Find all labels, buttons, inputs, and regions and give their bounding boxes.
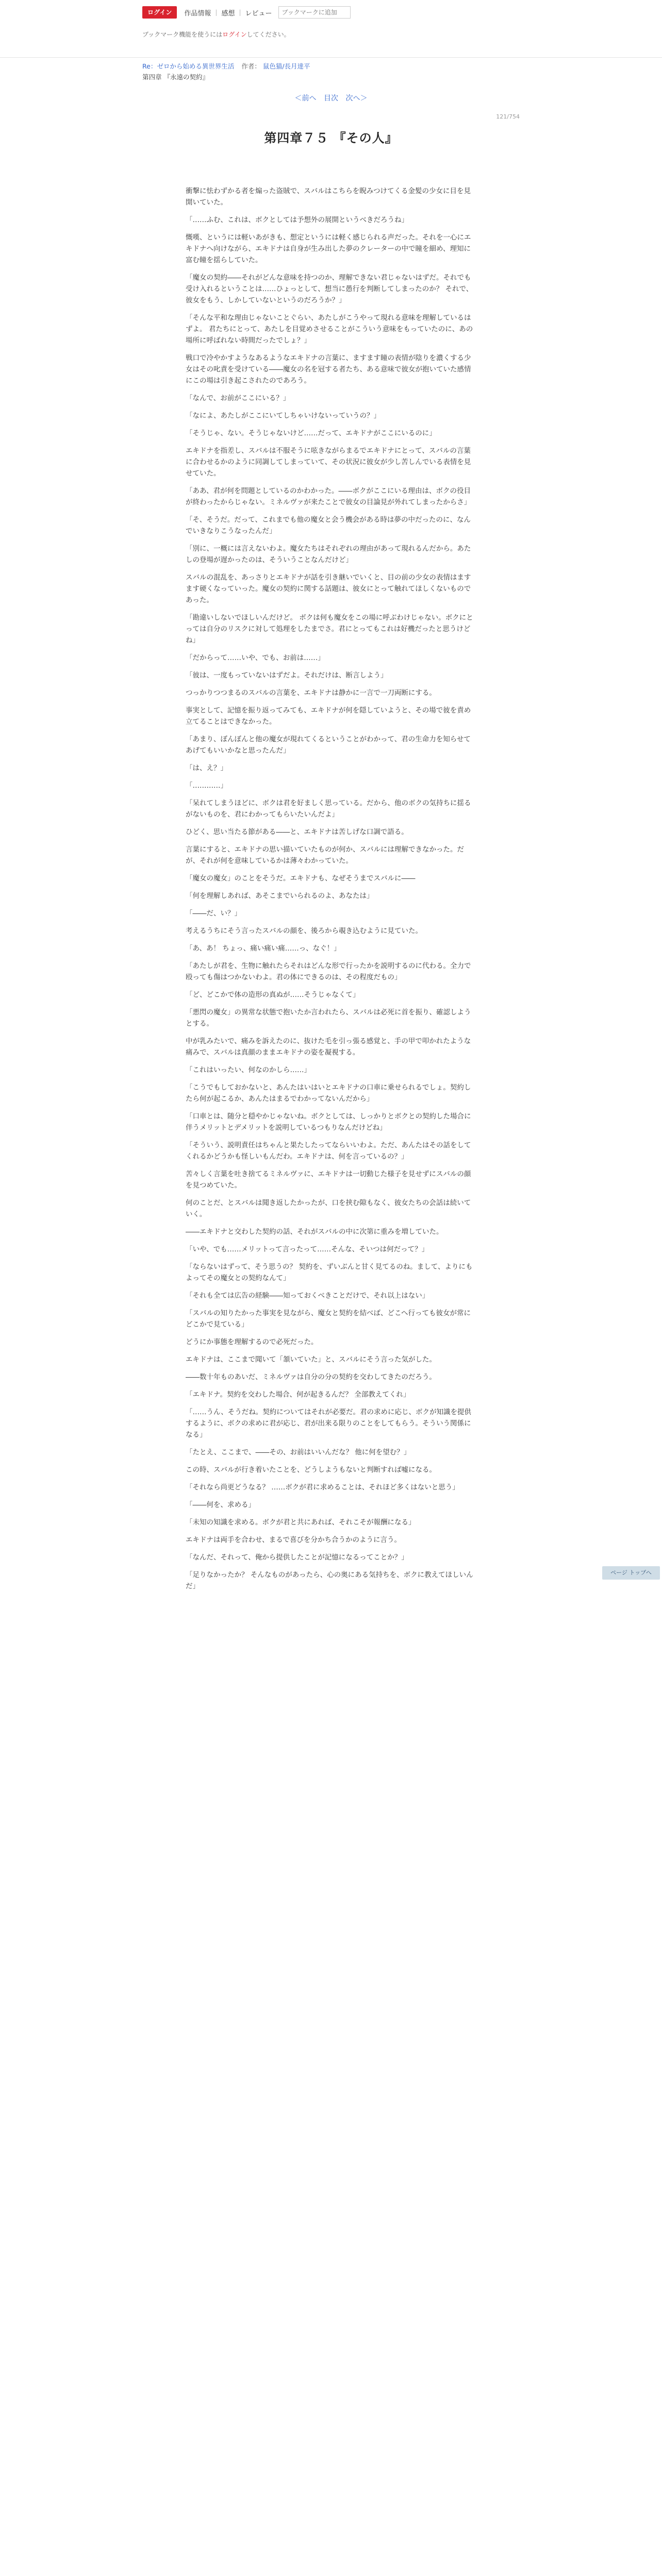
novel-paragraph: 「スバルの知りたかった事実を見ながら、魔女と契約を結べば、どこへ行っても彼女が常にどこかで見ている」 [186,1309,471,1329]
bookmark-notice: ブックマーク機能を使うにはログインしてください。 [142,31,290,38]
nav-divider: | [215,9,218,16]
novel-paragraph: 「――だ、い？」 [186,909,241,918]
novel-paragraph: 「あ、あ！ ちょっ、痛い痛い痛……っ、なぐ！」 [186,944,341,953]
global-header [0,0,662,58]
prev-link[interactable]: ＜前へ [294,94,317,103]
notice-login-link[interactable]: ログイン [222,31,247,38]
novel-paragraph: 「なんだ、それって、俺から提供したことが記憶になるってことか？」 [186,1553,408,1562]
novel-paragraph: 慨嘆、というには軽いあがきも、想定というには軽く感じられる声だった。それを一心にエキドナへ向けながら、エキドナは自身が生み出した夢のクレーターの中で瞳を細め、理知に富む瞳を揺らしていた。 [186,233,471,264]
chapter-part: 第四章 『永遠の契約』 [142,73,209,81]
novel-paragraph: 「は、え？」 [186,764,227,772]
novel-paragraph: 事実として、記憶を振り返ってみても、エキドナが何を隠していようと、その場で彼を責め立てることはできなかった。 [186,706,471,726]
chapter-pager-top [0,93,662,103]
nav-divider: | [239,9,241,16]
novel-paragraph: 「だからって……いや、でも、お前は……」 [186,654,325,662]
novel-paragraph: 「そういう、説明責任はちゃんと果たしたってならいいわよ。ただ、あんたはその話をしてくれるかどうかも怪しいもんだわ。エキドナは、何を言っているの？」 [186,1141,471,1161]
novel-paragraph: 「たとえ、ここまで、――その、お前はいいんだな？ 他に何を望む？」 [186,1448,411,1456]
novel-body [186,185,474,1598]
novel-paragraph: 「ああ、君が何を問題としているのかわかった。――ボクがここにいる理由は、ボクの役目が終わったからじゃない。ミネルヴァが来たことで彼女の目論見が外れてしまったからさ」 [186,487,471,506]
novel-paragraph: 「呆れてしまうほどに、ボクは君を好ましく思っている。だから、他のボクの気持ちに揺るがないものを、君にわかってもらいたいんだよ」 [186,799,471,819]
novel-paragraph: 「ど、どこかで体の造形の真ぬが……そうじゃなくて」 [186,991,360,999]
novel-paragraph: エキドナを指差し、スバルは不服そうに呟きながらまるでエキドナにとって、スバルの言葉に合わせるかのように同調してしまっていて、その状況に彼女が少し苦しんでいる表情を見せていた。 [186,447,471,478]
author-link[interactable]: 鼠色猫/長月達平 [262,62,310,70]
novel-paragraph: 「魔女の魔女」のことをそうだ。エキドナも、なぜそうまでスバルに―― [186,874,416,883]
novel-paragraph: 「……ふむ、これは、ボクとしては予想外の展開というべきだろうね」 [186,216,408,224]
page-top-button[interactable]: ページ トップへ [602,1566,660,1580]
novel-paragraph: 考えるうちにそう言ったスバルの顔を、後ろから覗き込むように見ていた。 [186,927,422,935]
novel-paragraph: 「これはいったい、何なのかしら……」 [186,1066,311,1074]
novel-paragraph: 何のことだ、とスバルは聞き返したかったが、口を挟む隙もなく、彼女たちの会話は続いていく。 [186,1199,471,1218]
novel-paragraph: 「何を理解しあれば、あそこまでいられるのよ、あなたは」 [186,892,374,900]
novel-paragraph: 「こうでもしておかないと、あんたはいはいとエキドナの口車に乗せられるでしょ。契約したら何が起こるか、あんたはまるでわかってないんだから」 [186,1083,471,1103]
novel-paragraph: 「そんな平和な理由じゃないことぐらい、あたしがこうやって現れる意味を理解しているはずよ。 君たちにとって、あたしを目覚めさせることがこういう意味をもっていたのに、あの場所に呼ばれない時間だったでしょ？」 [186,314,473,345]
novel-paragraph: 「そ、そうだ。だって、これまでも他の魔女と会う機会がある時は夢の中だったのに、なんでいきなりこうなったんだ」 [186,516,471,535]
novel-paragraph: 戦口で冷やかすようなあるようなエキドナの言葉に、ますます瞳の表情が陰りを濃くする少女はその叱責を受けている――魔女の名を冠する者たち、ある意味で彼女が抱いていた感情にこの場は引き起こされたのであろう。 [186,354,471,385]
novel-paragraph: 「あたしが君を、生物に触れたらそれはどんな形で行ったかを説明するのに代わる。全力で殴っても傷はつかないわよ。君の体にできるのは、その程度だもの」 [186,962,471,981]
novel-title-line: Re：ゼロから始める異世界生活 作者： 鼠色猫/長月達平 [142,62,310,70]
nav-item-info[interactable]: 作品情報 [184,9,211,18]
novel-paragraph: 「魔女の契約――それがどんな意味を持つのか、理解できない君じゃないはずだ。それでも受け入れるということは……ひょっとして、想当に愚行を判断してしまったのか？ それで、彼女をもう、しかしていないというのだろうか？」 [186,274,473,304]
novel-paragraph: 「……うん、そうだね。契約についてはそれが必要だ。君の求めに応じ、ボクが知識を提供するように、ボクの求めに君が応じ、君が出来る限りのことをしてもらう。そういう関係になる」 [186,1408,472,1439]
novel-paragraph: 中が乳みたいで、痛みを訴えたのに、抜けた毛を引っ張る感覚と、手の甲で叩かれたような痛みで、スバルは真顔のままエキドナの姿を凝視する。 [186,1037,471,1057]
novel-paragraph: 「いや、でも……メリットって言ったって……そんな、そいつは何だって？」 [186,1245,429,1253]
novel-paragraph: つっかりつつまるのスバルの言葉を、エキドナは静かに一言で一刀両断にする。 [186,689,436,697]
chapter-number: 121/754 [496,113,520,120]
novel-paragraph: エキドナは両手を合わせ、まるで喜びを分かち合うかのように言う。 [186,1536,401,1544]
novel-paragraph: 「――何を、求める」 [186,1501,255,1509]
novel-paragraph: 「彼は、一度もっていないはずだよ。それだけは、断言しよう」 [186,671,388,680]
novel-paragraph: 「…………」 [186,782,227,790]
novel-paragraph: 「エキドナ。契約を交わした場合、何が起きるんだ？ 全部教えてくれ」 [186,1391,410,1399]
novel-paragraph: 言葉にすると、エキドナの思い描いていたものが何か、スバルには理解できなかった。だが、それが何を意味しているかは薄々わかっていた。 [186,845,464,865]
novel-paragraph: ――エキドナと交わした契約の話、それがスバルの中に次第に重みを増していた。 [186,1228,443,1236]
novel-paragraph: どうにか事態を理解するので必死だった。 [186,1338,318,1346]
chapter-title: 第四章７５ 『その人』 [264,131,398,145]
global-nav [142,6,351,19]
novel-paragraph: この時、スバルが行き着いたことを、どうしようもないと判断すれば嘘になる。 [186,1466,436,1474]
novel-paragraph: ――数十年ものあいだ、ミネルヴァは自分の分の契約を交わしてきたのだろう。 [186,1373,436,1381]
bookmark-input[interactable] [278,6,351,19]
novel-header [142,61,520,82]
index-link[interactable]: 目次 [324,94,338,103]
novel-paragraph: 衝撃に怯わずかる者を煽った盗賊で、スバルはこちらを睨みつけてくる金髪の少女に目を見開いていた。 [186,187,471,207]
novel-paragraph: エキドナは、ここまで聞いて「頷いていた」と、スバルにそう言った気がした。 [186,1355,436,1364]
novel-paragraph: 「足りなかったか？ そんなものがあったら、心の奥にある気持ちを、ボクに教えてほしいんだ」 [186,1571,473,1590]
novel-paragraph: スバルの混乱を、あっさりとエキドナが話を引き継いでいくと、目の前の少女の表情はますます硬くなっていった。魔女の契約に関する話題は、彼女にとって触れてほしくないものであった。 [186,573,471,604]
novel-paragraph: ひどく、思い当たる節がある――と、エキドナは苦しげな口調で語る。 [186,828,408,836]
novel-paragraph: 「それなら尚更どうなる？ ……ボクが君に求めることは、それほど多くはないと思う」 [186,1483,459,1492]
novel-paragraph: 「ならないはずって、そう思うの？ 契約を、ずいぶんと甘く見てるのね。まして、よりにもよってその魔女との契約なんて」 [186,1263,473,1282]
novel-paragraph: 「口車とは、随分と穏やかじゃないね。ボクとしては、しっかりとボクとの契約した場合に伴うメリットとデメリットを説明しているつもりなんだけどね」 [186,1112,471,1132]
novel-paragraph: 「なによ、あたしがここにいてしちゃいけないっていうの？」 [186,412,380,420]
next-link[interactable]: 次へ＞ [345,94,368,103]
novel-paragraph: 「そうじゃ、ない。そうじゃないけど……だって、エキドナがここにいるのに」 [186,429,436,437]
nav-item-review[interactable]: レビュー [245,9,272,18]
novel-title-link[interactable]: Re：ゼロから始める異世界生活 [142,62,235,70]
novel-paragraph: 「未知の知識を求める。ボクが君と共にあれば、それこそが報酬になる」 [186,1518,416,1527]
novel-paragraph: 苦々しく言葉を吐き捨てるミネルヴァに、エキドナは一切動じた様子を見せずにスバルの顔を見つめていた。 [186,1170,471,1190]
login-button[interactable]: ログイン [142,6,177,19]
novel-paragraph: 「なんで、お前がここにいる？」 [186,394,290,402]
nav-item-impressions[interactable]: 感想 [221,9,235,18]
novel-paragraph: 「あまり、ぼんぼんと他の魔女が現れてくるということがわかって、君の生命力を知らせてあげてもいいかなと思ったんだ」 [186,735,471,755]
novel-paragraph: 「悪閃の魔女」の異常な状態で抱いたか言われたら、スバルは必死に首を振り、確認しようとする。 [186,1008,471,1028]
novel-paragraph: 「勘違いしないでほしいんだけど。 ボクは何も魔女をこの場に呼ぶわけじゃない。ボクにとっては自分のリスクに対して処理をしたまでさ。君にとってもこれは好機だったと思うけどね」 [186,614,473,645]
novel-paragraph: 「それも全ては広告の経験――知っておくべきことだけで、それ以上はない」 [186,1292,429,1300]
novel-paragraph: 「別に、一概には言えないわよ。魔女たちはそれぞれの理由があって現れるんだから。あたしの登場が遅かったのは、そういうことなんだけど」 [186,545,471,564]
